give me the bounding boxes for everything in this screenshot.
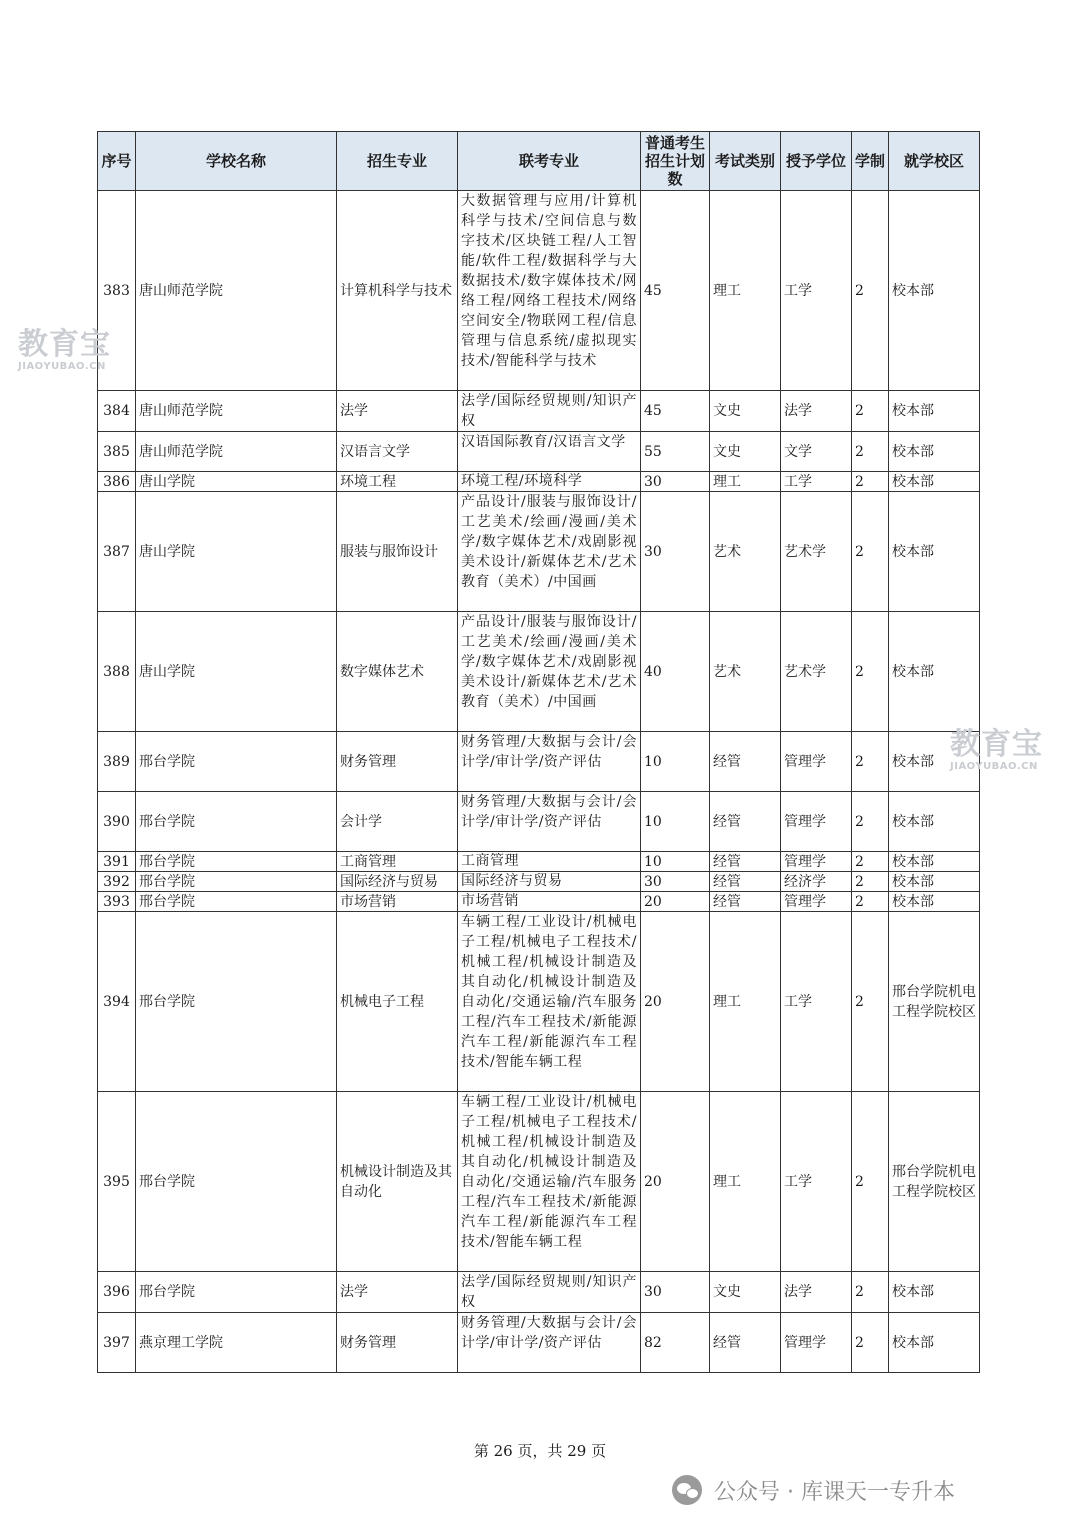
cell-category: 理工 [710, 472, 781, 492]
cell-degree: 管理学 [781, 732, 852, 792]
cell-years: 2 [852, 852, 889, 872]
cell-seq: 395 [98, 1092, 136, 1272]
cell-plan: 20 [641, 1092, 710, 1272]
cell-exam-majors: 财务管理/大数据与会计/会计学/审计学/资产评估 [458, 792, 641, 852]
cell-degree: 管理学 [781, 1313, 852, 1373]
cell-school: 邢台学院 [136, 732, 337, 792]
cell-seq: 390 [98, 792, 136, 852]
cell-years: 2 [852, 872, 889, 892]
cell-exam-majors: 财务管理/大数据与会计/会计学/审计学/资产评估 [458, 732, 641, 792]
cell-school: 唐山师范学院 [136, 432, 337, 472]
header-school: 学校名称 [136, 132, 337, 191]
admission-plan-table [97, 131, 980, 1373]
cell-exam-majors: 车辆工程/工业设计/机械电子工程/机械电子工程技术/机械工程/机械设计制造及其自动化/机械设计制造及自动化/交通运输/汽车服务工程/汽车工程技术/新能源汽车工程/新能源汽车工程技术/智能车辆工程 [458, 912, 641, 1092]
cell-plan: 10 [641, 852, 710, 872]
cell-school: 唐山学院 [136, 492, 337, 612]
cell-years: 2 [852, 191, 889, 391]
cell-school: 燕京理工学院 [136, 1313, 337, 1373]
watermark-brand: 教育宝 [950, 727, 1043, 762]
cell-category: 文史 [710, 432, 781, 472]
cell-exam-majors: 财务管理/大数据与会计/会计学/审计学/资产评估 [458, 1313, 641, 1373]
cell-seq: 396 [98, 1272, 136, 1313]
header-exam-majors: 联考专业 [458, 132, 641, 191]
cell-plan: 55 [641, 432, 710, 472]
cell-plan: 20 [641, 892, 710, 912]
cell-major: 服装与服饰设计 [337, 492, 458, 612]
cell-campus: 校本部 [889, 492, 980, 612]
cell-major: 环境工程 [337, 472, 458, 492]
cell-years: 2 [852, 472, 889, 492]
cell-campus: 校本部 [889, 472, 980, 492]
cell-years: 2 [852, 892, 889, 912]
cell-category: 理工 [710, 1092, 781, 1272]
table-row [98, 1313, 980, 1373]
table-row [98, 391, 980, 432]
cell-exam-majors: 工商管理 [458, 852, 641, 872]
cell-campus: 校本部 [889, 432, 980, 472]
watermark-right [950, 727, 1043, 772]
cell-seq: 383 [98, 191, 136, 391]
cell-degree: 文学 [781, 432, 852, 472]
cell-degree: 管理学 [781, 792, 852, 852]
header-seq: 序号 [98, 132, 136, 191]
cell-school: 邢台学院 [136, 1272, 337, 1313]
cell-exam-majors: 环境工程/环境科学 [458, 472, 641, 492]
header-years: 学制 [852, 132, 889, 191]
cell-seq: 397 [98, 1313, 136, 1373]
header-category: 考试类别 [710, 132, 781, 191]
cell-plan: 30 [641, 472, 710, 492]
cell-major: 国际经济与贸易 [337, 872, 458, 892]
wechat-icon [672, 1475, 702, 1505]
cell-school: 邢台学院 [136, 792, 337, 852]
cell-major: 市场营销 [337, 892, 458, 912]
table-row [98, 872, 980, 892]
cell-plan: 20 [641, 912, 710, 1092]
cell-plan: 10 [641, 792, 710, 852]
table-row [98, 912, 980, 1092]
cell-plan: 30 [641, 872, 710, 892]
cell-plan: 82 [641, 1313, 710, 1373]
cell-exam-majors: 产品设计/服装与服饰设计/工艺美术/绘画/漫画/美术学/数字媒体艺术/戏剧影视美术设计/新媒体艺术/艺术教育（美术）/中国画 [458, 612, 641, 732]
cell-seq: 386 [98, 472, 136, 492]
table-row [98, 852, 980, 872]
cell-category: 经管 [710, 1313, 781, 1373]
header-degree: 授予学位 [781, 132, 852, 191]
cell-degree: 经济学 [781, 872, 852, 892]
cell-campus: 校本部 [889, 391, 980, 432]
cell-years: 2 [852, 432, 889, 472]
cell-category: 艺术 [710, 612, 781, 732]
cell-plan: 45 [641, 191, 710, 391]
cell-campus: 校本部 [889, 1272, 980, 1313]
table-row [98, 892, 980, 912]
table-row [98, 1092, 980, 1272]
cell-exam-majors: 车辆工程/工业设计/机械电子工程/机械电子工程技术/机械工程/机械设计制造及其自动化/机械设计制造及自动化/交通运输/汽车服务工程/汽车工程技术/新能源汽车工程/新能源汽车工程技术/智能车辆工程 [458, 1092, 641, 1272]
watermark-domain: JIAOYUBAO.CN [18, 361, 106, 372]
cell-category: 文史 [710, 1272, 781, 1313]
watermark-brand: 教育宝 [18, 327, 111, 362]
cell-category: 经管 [710, 852, 781, 872]
cell-campus: 校本部 [889, 1313, 980, 1373]
watermark-domain: JIAOYUBAO.CN [950, 761, 1038, 772]
cell-major: 会计学 [337, 792, 458, 852]
cell-years: 2 [852, 1313, 889, 1373]
cell-major: 机械电子工程 [337, 912, 458, 1092]
cell-seq: 385 [98, 432, 136, 472]
cell-degree: 管理学 [781, 892, 852, 912]
cell-major: 机械设计制造及其自动化 [337, 1092, 458, 1272]
cell-years: 2 [852, 912, 889, 1092]
cell-major: 工商管理 [337, 852, 458, 872]
cell-campus: 邢台学院机电工程学院校区 [889, 912, 980, 1092]
cell-category: 经管 [710, 892, 781, 912]
cell-school: 唐山学院 [136, 612, 337, 732]
table-row [98, 792, 980, 852]
cell-degree: 法学 [781, 1272, 852, 1313]
table-row [98, 612, 980, 732]
cell-degree: 艺术学 [781, 492, 852, 612]
table-row [98, 1272, 980, 1313]
cell-school: 唐山师范学院 [136, 391, 337, 432]
cell-major: 财务管理 [337, 1313, 458, 1373]
cell-exam-majors: 汉语国际教育/汉语言文学 [458, 432, 641, 472]
cell-school: 邢台学院 [136, 912, 337, 1092]
cell-campus: 校本部 [889, 872, 980, 892]
cell-degree: 管理学 [781, 852, 852, 872]
table-row [98, 732, 980, 792]
table-row [98, 492, 980, 612]
cell-major: 财务管理 [337, 732, 458, 792]
page-number: 第 26 页，共 29 页 [473, 1442, 607, 1460]
cell-campus: 校本部 [889, 732, 980, 792]
cell-school: 邢台学院 [136, 1092, 337, 1272]
cell-years: 2 [852, 1092, 889, 1272]
cell-campus: 校本部 [889, 852, 980, 872]
cell-plan: 45 [641, 391, 710, 432]
cell-campus: 校本部 [889, 612, 980, 732]
cell-plan: 30 [641, 1272, 710, 1313]
cell-degree: 工学 [781, 191, 852, 391]
cell-school: 唐山师范学院 [136, 191, 337, 391]
cell-years: 2 [852, 732, 889, 792]
footer-account-bar [672, 1472, 1072, 1508]
cell-school: 邢台学院 [136, 892, 337, 912]
cell-major: 法学 [337, 1272, 458, 1313]
cell-major: 汉语言文学 [337, 432, 458, 472]
cell-years: 2 [852, 391, 889, 432]
cell-seq: 387 [98, 492, 136, 612]
cell-plan: 10 [641, 732, 710, 792]
cell-category: 理工 [710, 191, 781, 391]
cell-degree: 法学 [781, 391, 852, 432]
cell-exam-majors: 法学/国际经贸规则/知识产权 [458, 1272, 641, 1313]
cell-years: 2 [852, 612, 889, 732]
cell-plan: 40 [641, 612, 710, 732]
cell-exam-majors: 市场营销 [458, 892, 641, 912]
cell-degree: 工学 [781, 472, 852, 492]
cell-exam-majors: 国际经济与贸易 [458, 872, 641, 892]
cell-category: 文史 [710, 391, 781, 432]
header-major: 招生专业 [337, 132, 458, 191]
cell-seq: 393 [98, 892, 136, 912]
cell-exam-majors: 法学/国际经贸规则/知识产权 [458, 391, 641, 432]
cell-degree: 艺术学 [781, 612, 852, 732]
cell-years: 2 [852, 492, 889, 612]
cell-category: 理工 [710, 912, 781, 1092]
cell-degree: 工学 [781, 912, 852, 1092]
cell-campus: 校本部 [889, 892, 980, 912]
table-row [98, 191, 980, 391]
table-header-row [98, 132, 980, 191]
cell-exam-majors: 大数据管理与应用/计算机科学与技术/空间信息与数字技术/区块链工程/人工智能/软件工程/数据科学与大数据技术/数字媒体技术/网络工程/网络工程技术/网络空间安全/物联网工程/信息管理与信息系统/虚拟现实技术/智能科学与技术 [458, 191, 641, 391]
table-row [98, 432, 980, 472]
cell-seq: 388 [98, 612, 136, 732]
cell-seq: 384 [98, 391, 136, 432]
cell-major: 法学 [337, 391, 458, 432]
cell-school: 邢台学院 [136, 852, 337, 872]
cell-campus: 校本部 [889, 191, 980, 391]
cell-exam-majors: 产品设计/服装与服饰设计/工艺美术/绘画/漫画/美术学/数字媒体艺术/戏剧影视美术设计/新媒体艺术/艺术教育（美术）/中国画 [458, 492, 641, 612]
watermark-left [18, 327, 111, 372]
footer-account-label: 公众号 · 库课天一专升本 [714, 1479, 955, 1505]
header-plan: 普通考生招生计划数 [641, 132, 710, 191]
cell-seq: 394 [98, 912, 136, 1092]
table-row [98, 472, 980, 492]
cell-category: 经管 [710, 792, 781, 852]
cell-seq: 389 [98, 732, 136, 792]
cell-campus: 邢台学院机电工程学院校区 [889, 1092, 980, 1272]
cell-seq: 391 [98, 852, 136, 872]
cell-degree: 工学 [781, 1092, 852, 1272]
cell-seq: 392 [98, 872, 136, 892]
cell-years: 2 [852, 792, 889, 852]
cell-campus: 校本部 [889, 792, 980, 852]
header-campus: 就学校区 [889, 132, 980, 191]
cell-category: 经管 [710, 872, 781, 892]
cell-category: 艺术 [710, 492, 781, 612]
cell-plan: 30 [641, 492, 710, 612]
cell-school: 邢台学院 [136, 872, 337, 892]
cell-category: 经管 [710, 732, 781, 792]
cell-major: 计算机科学与技术 [337, 191, 458, 391]
cell-major: 数字媒体艺术 [337, 612, 458, 732]
cell-school: 唐山学院 [136, 472, 337, 492]
cell-years: 2 [852, 1272, 889, 1313]
